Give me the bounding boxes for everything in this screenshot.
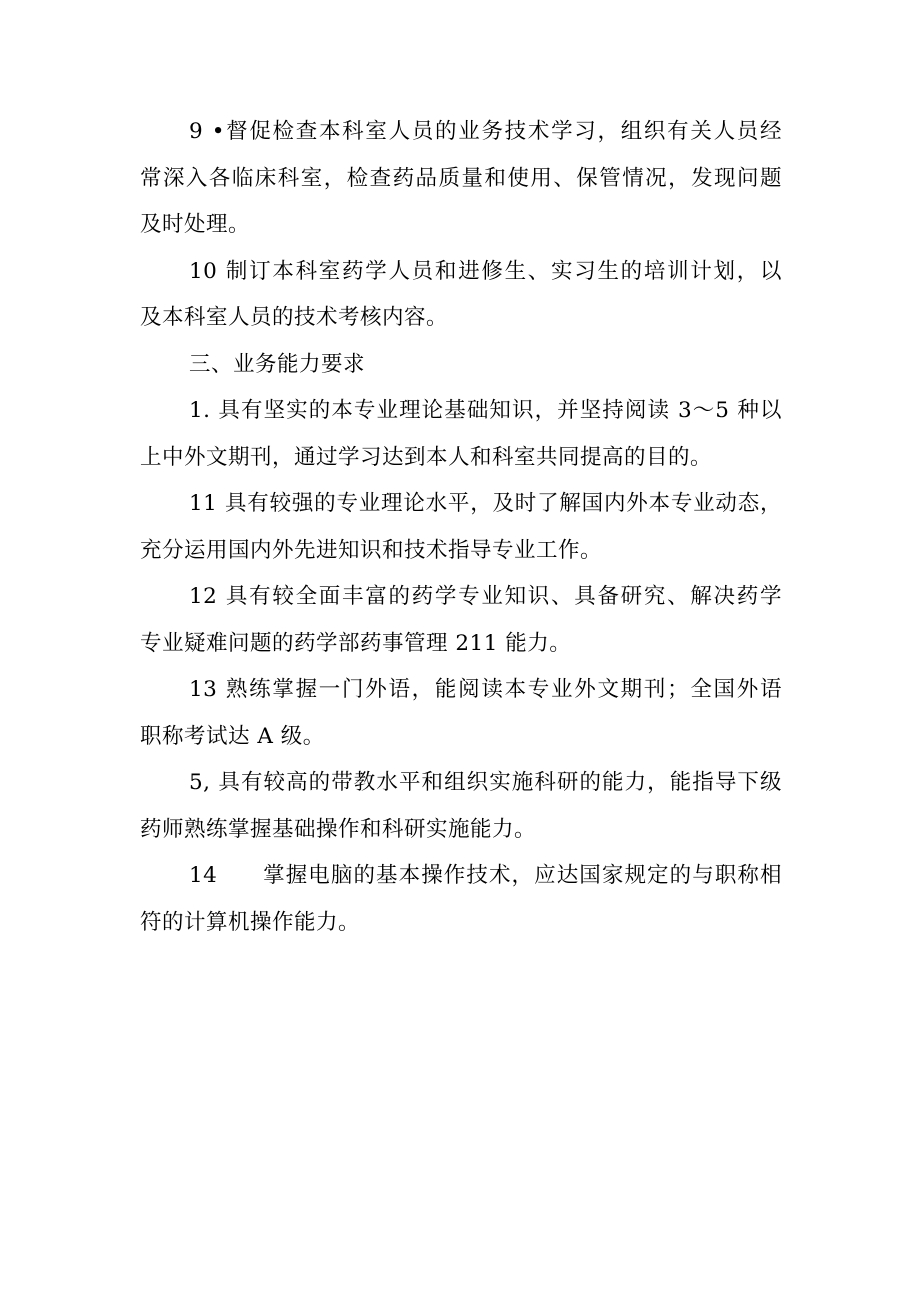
paragraph-req-14 (140, 853, 782, 946)
text-line: 12 具有较全面丰富的药学专业知识、具备研究、解决药学 (189, 584, 782, 609)
text-line: 及时处理。 (140, 212, 251, 237)
paragraph-req-5 (140, 760, 782, 853)
text-line: 充分运用国内外先进知识和技术指导专业工作。 (140, 537, 603, 563)
text-line: 常深入各临床科室，检查药品质量和使用、保管情况，发现问题 (140, 165, 782, 191)
section-heading (140, 342, 782, 389)
paragraph-req-1 (140, 388, 782, 481)
text-line: 13 熟练掌握一门外语，能阅读本专业外文期刊；全国外语 (189, 677, 782, 702)
text-line: 1. 具有坚实的本专业理论基础知识，并坚持阅读 3～5 种以 (189, 398, 782, 423)
text-line: 11 具有较强的专业理论水平，及时了解国内外本专业动态， (189, 491, 782, 516)
text-line: 上中外文期刊，通过学习达到本人和科室共同提高的目的。 (140, 444, 713, 470)
text-line: 专业疑难问题的药学部药事管理 211 能力。 (140, 630, 572, 656)
paragraph-item-10 (140, 249, 782, 342)
text-line: 及本科室人员的技术考核内容。 (140, 305, 449, 330)
paragraph-req-12 (140, 574, 782, 667)
document-body (140, 109, 782, 946)
text-line: 三、业务能力要求 (189, 351, 366, 377)
text-line: 5, 具有较高的带教水平和组织实施科研的能力，能指导下级 (189, 770, 782, 795)
text-line: 14 掌握电脑的基本操作技术，应达国家规定的与职称相 (189, 863, 782, 888)
text-line: 职称考试达 A 级。 (140, 723, 325, 749)
text-line: 药师熟练掌握基础操作和科研实施能力。 (140, 816, 537, 842)
text-line: 符的计算机操作能力。 (140, 909, 361, 935)
paragraph-item-9 (140, 109, 782, 249)
text-line: 9 •督促检查本科室人员的业务技术学习，组织有关人员经 (189, 119, 782, 144)
paragraph-req-11 (140, 481, 782, 574)
text-line: 10 制订本科室药学人员和进修生、实习生的培训计划，以 (189, 258, 782, 284)
paragraph-req-13 (140, 667, 782, 760)
